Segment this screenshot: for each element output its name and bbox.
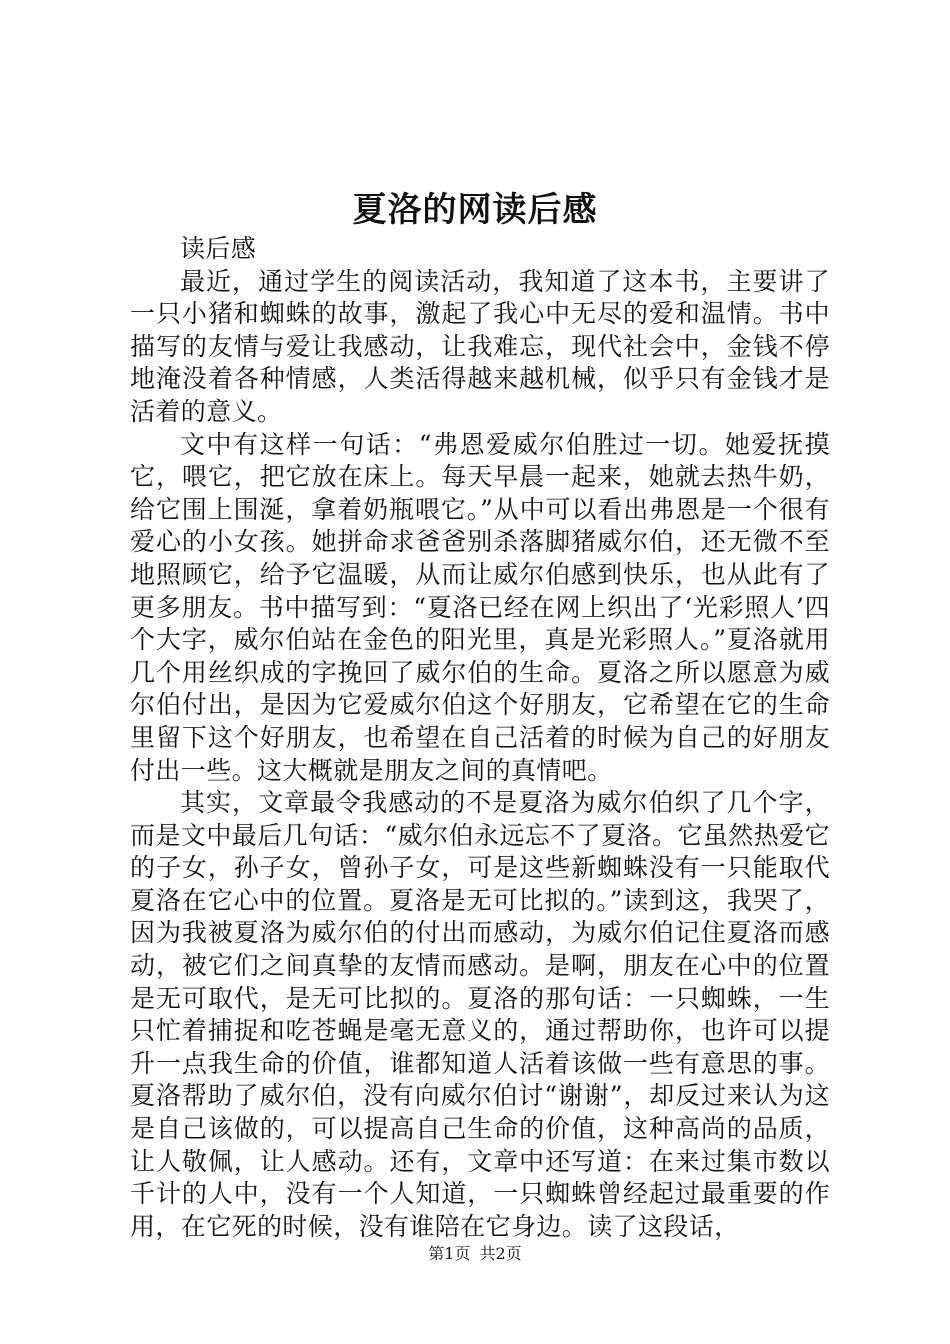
- document-body: [130, 233, 830, 1243]
- paragraph: 最近，通过学生的阅读活动，我知道了这本书，主要讲了一只小猪和蜘蛛的故事，激起了我心中无尽的爱和温情。书中描写的友情与爱让我感动，让我难忘，现代社会中，金钱不停地淹没着各种情感，人类活得越来越机械，似乎只有金钱才是活着的意义。: [130, 266, 830, 426]
- paragraph: 文中有这样一句话：“弗恩爱威尔伯胜过一切。她爱抚摸它，喂它，把它放在床上。每天早晨一起来，她就去热牛奶，给它围上围涎，拿着奶瓶喂它。”从中可以看出弗恩是一个很有爱心的小女孩。她拼命求爸爸别杀落脚猪威尔伯，还无微不至地照顾它，给予它温暖，从而让威尔伯感到快乐，也从此有了更多朋友。书中描写到：“夏洛已经在网上织出了‘光彩照人’四个大字，威尔伯站在金色的阳光里，真是光彩照人。”夏洛就用几个用丝织成的字挽回了威尔伯的生命。夏洛之所以愿意为威尔伯付出，是因为它爱威尔伯这个好朋友，它希望在它的生命里留下这个好朋友，也希望在自己活着的时候为自己的好朋友付出一些。这大概就是朋友之间的真情吧。: [130, 429, 830, 785]
- page-number-footer: 第1页 共2页: [428, 1244, 522, 1263]
- paragraph-heading: 读后感: [180, 234, 257, 263]
- document-title: 夏洛的网读后感: [352, 190, 598, 230]
- paragraph: 其实，文章最令我感动的不是夏洛为威尔伯织了几个字，而是文中最后几句话：“威尔伯永远忘不了夏洛。它虽然热爱它的子女，孙子女，曾孙子女，可是这些新蜘蛛没有一只能取代夏洛在它心中的位置。夏洛是无可比拟的。”读到这，我哭了，因为我被夏洛为威尔伯的付出而感动，为威尔伯记住夏洛而感动，被它们之间真挚的友情而感动。是啊，朋友在心中的位置是无可取代，是无可比拟的。夏洛的那句话：一只蜘蛛，一生只忙着捕捉和吃苍蝇是毫无意义的，通过帮助你，也许可以提升一点我生命的价值，谁都知道人活着该做一些有意思的事。夏洛帮助了威尔伯，没有向威尔伯讨“谢谢”，却反过来认为这是自己该做的，可以提高自己生命的价值，这种高尚的品质，让人敬佩，让人感动。还有，文章中还写道：在来过集市数以千计的人中，没有一个人知道，一只蜘蛛曾经起过最重要的作用，在它死的时候，没有谁陪在它身边。读了这段话，: [130, 788, 830, 1241]
